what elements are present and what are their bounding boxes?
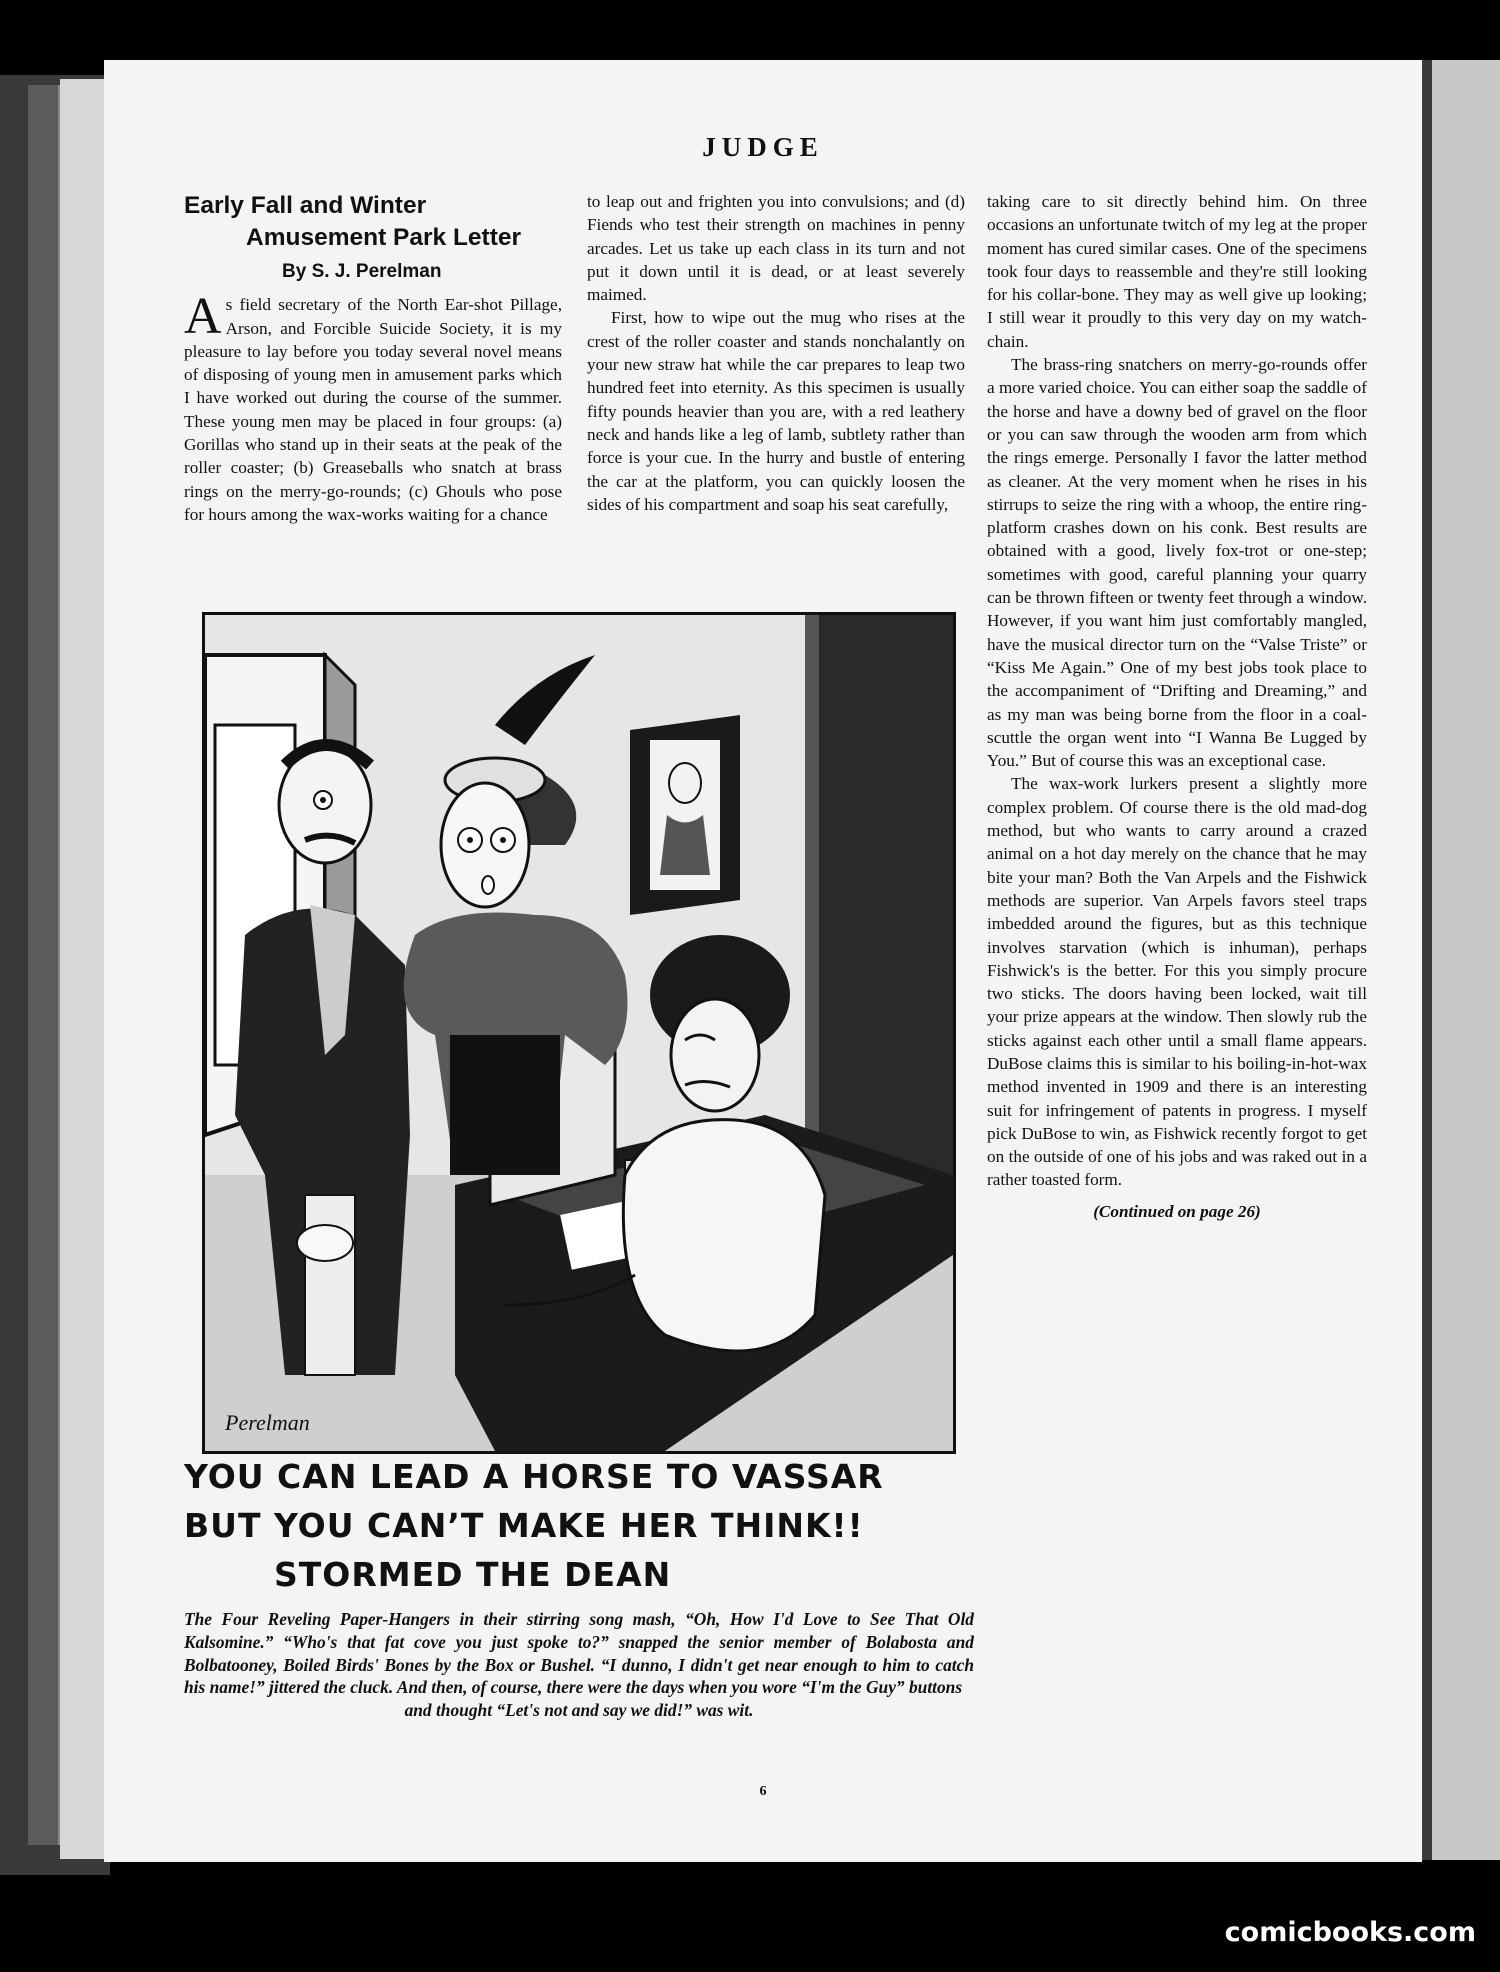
caption-line-2: BUT YOU CAN’T MAKE HER THINK!! [184,1506,864,1545]
column-1 [184,190,562,526]
article-title-line-1: Early Fall and Winter [184,192,427,219]
page-number: 6 [759,1784,767,1799]
artist-signature: Perelman [225,1410,310,1435]
page-stack-edge [60,79,104,1859]
watermark: comicbooks.com [1224,1917,1476,1948]
cartoon-caption-headline [184,1452,974,1599]
paragraph-3: The brass-ring snatchers on merry-go-rounds offer a more varied choice. You can either soap the saddle of the horse and have a downy bed of gravel on the floor or you can saw through the wooden arm from which the rings emerge. Personally I favor the latter method as cleaner. At the very moment when he rises in his stirrups to seize the ring with a whoop, the entire ring-platform crashes down on his conk. Best results are obtained with a good, lively fox-trot or one-step; sometimes with good, careful planning your quarry can be thrown fifteen or twenty feet through a window. However, if you want him just comfortably mangled, have the musical director turn on the “Valse Triste” or “Kiss Me Again.” One of my best jobs took place to the accompaniment of “Drifting and Dreaming,” and as my man was being borne from the floor in a coal-scuttle the organ went into “I Wanna Be Lugged by You.” But of course this was an exceptional case. [987,355,1367,771]
paragraph-1-continued: to leap out and frighten you into convulsions; and (d) Fiends who test their strength on machines in penny arcades. Let us take up each class in its turn and not put it down until it is dead, or at least severely maimed. [587,192,965,305]
paragraph-4: The wax-work lurkers present a slightly more complex problem. Of course there is the old mad-dog method, but who wants to carry around a crazed animal on a hot day merely on the chance that he may bite your man? Both the Van Arpels and the Fishwick methods are superior. Van Arpels favors steel traps imbedded around the figures, but as this technique involves starvation (which is inhuman), perhaps Fishwick's is the better. For this you simply procure two sticks. The doors having been locked, wait till your prize appears at the window. Then slowly rub the sticks against each other until a small flame appears. DuBose claims this is similar to his boiling-in-hot-wax method invented in 1909 and there is an interesting suit for infringement of patents in progress. I myself pick DuBose to win, as Fishwick recently forgot to get on the outside of one of his jobs and was raked out in a rather toasted form. [987,774,1367,1190]
next-page-edge [1418,60,1500,1860]
article-title [184,190,562,254]
caption-line-3: STORMED THE DEAN [274,1555,672,1594]
cartoon-caption-body [184,1608,974,1722]
paragraph-1-text: s field secretary of the North Ear-shot Pillage, Arson, and Forcible Suicide Society, it is my pleasure to lay before you today several novel means of disposing of young men in amusement parks which I have worked out during the course of the summer. These young men may be placed in four groups: (a) Gorillas who stand up in their seats at the peak of the roller coaster; (b) Greaseballs who snatch at brass rings on the merry-go-rounds; (c) Ghouls who pose for hours among the wax-works waiting for a chance [184,295,562,524]
article-title-line-2: Amusement Park Letter [246,224,522,251]
masthead: JUDGE [702,132,824,162]
column-2 [587,190,965,516]
caption-body-last-line: and thought “Let's not and say we did!” was wit. [404,1700,754,1721]
cartoon-drawing [205,615,953,1451]
caption-body-text: The Four Reveling Paper-Hangers in their stirring song mash, “Oh, How I'd Love to See That Old Kalsomine.” “Who's that fat cove you just spoke to?” snapped the senior member of Bolabosta and Bolbatooney, Boiled Birds' Bones by the Box or Bushel. “I dunno, I didn't get near enough to him to catch his name!” jittered the cluck. And then, of course, there were the days when you wore “I'm the Guy” buttons [184,1609,974,1698]
book-binding [0,75,110,1875]
paragraph-2: First, how to wipe out the mug who rises at the crest of the roller coaster and stands nonchalantly on your new straw hat while the car prepares to leap two hundred feet into eternity. As this specimen is usually fifty pounds heavier than you are, with a red leathery neck and hands like a leg of lamb, subtlety rather than force is your cue. In the hurry and bustle of entering the car at the platform, you can quickly loosen the sides of his compartment and soap his seat carefully, [587,308,965,514]
continued-note: (Continued on page 26) [1093,1201,1261,1221]
paragraph-1 [184,288,562,526]
drop-cap: A [184,288,222,346]
caption-line-1: YOU CAN LEAD A HORSE TO VASSAR [184,1457,884,1496]
column-3 [987,190,1367,1223]
magazine-page [104,60,1422,1862]
binding-edge [28,85,60,1845]
paragraph-2-continued: taking care to sit directly behind him. On three occasions an unfortunate twitch of my leg at the proper moment has cured similar cases. One of the specimens took four days to reassemble and they're still looking for his collar-bone. They may as well give up looking; I still wear it proudly to this very day on my watch-chain. [987,192,1367,351]
cartoon-illustration [202,612,956,1454]
byline: By S. J. Perelman [282,261,442,282]
